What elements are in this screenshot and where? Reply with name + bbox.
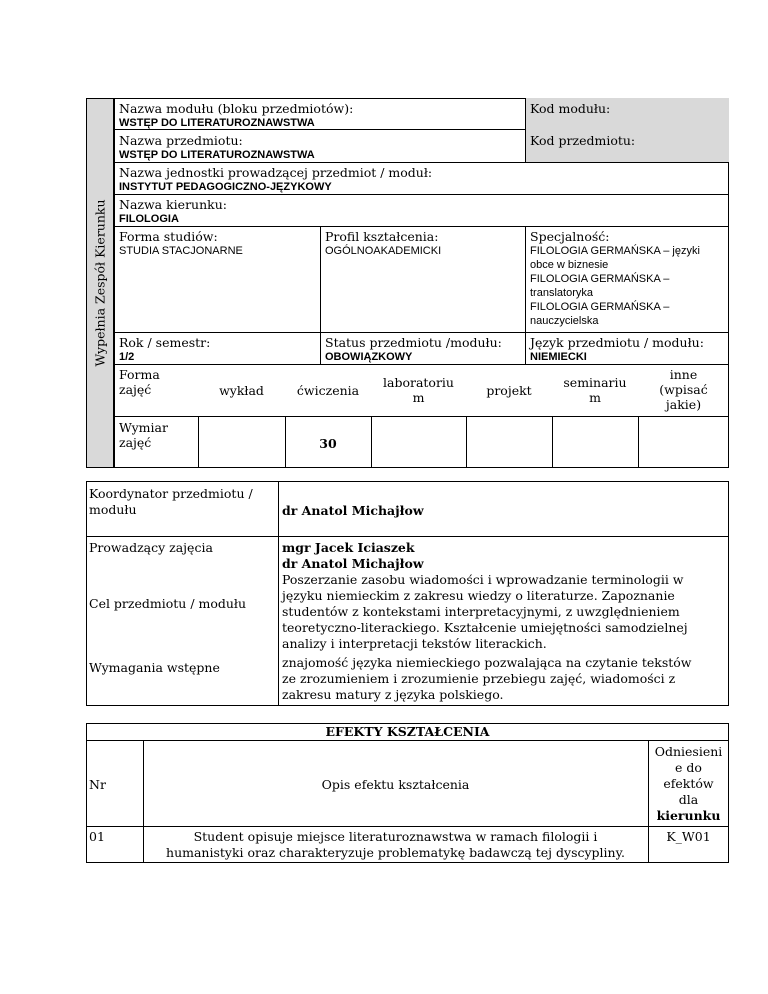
studies-label: Forma studiów:	[119, 229, 218, 244]
status-label: Status przedmiotu /modułu:	[325, 335, 502, 350]
studies-value: STUDIA STACJONARNE	[119, 245, 243, 257]
unit-value: INSTYTUT PEDAGOGICZNO-JĘZYKOWY	[119, 181, 332, 193]
specialty-line: FILOLOGIA GERMAŃSKA – języki	[530, 245, 700, 257]
divider	[638, 417, 639, 468]
form-laboratory: laboratoriu m	[383, 375, 454, 405]
side-label: Wypełnia Zespół Kierunku	[92, 199, 108, 367]
module-value: WSTĘP DO LITERATUROZNAWSTWA	[119, 117, 315, 129]
module-label: Nazwa modułu (bloku przedmiotów):	[119, 101, 354, 116]
specialty-line: translatoryka	[530, 287, 593, 299]
col-ref	[648, 744, 729, 824]
unit-label: Nazwa jednostki prowadzącej przedmiot / moduł:	[119, 165, 433, 180]
teacher-value: mgr Jacek Iciaszek dr Anatol Michajłow	[282, 540, 424, 571]
effect-nr: 01	[89, 829, 105, 844]
teacher-label: Prowadzący zajęcia	[89, 540, 213, 555]
year-value: 1/2	[119, 351, 135, 363]
field-label: Nazwa kierunku:	[119, 197, 227, 212]
specialty-line: FILOLOGIA GERMAŃSKA –	[530, 273, 670, 285]
col-ref-line: Odniesieni	[654, 744, 723, 759]
hours-label	[119, 420, 168, 450]
coordinator-value: dr Anatol Michajłow	[282, 503, 424, 518]
specialty-line: obce w biznesie	[530, 259, 609, 271]
effect-desc: Student opisuje miejsce literaturoznawstwa w ramach filologii i humanistyki oraz charakteryzuje problematykę badawczą tej dyscypliny.	[166, 829, 625, 860]
specialty-line: FILOLOGIA GERMAŃSKA –	[530, 301, 670, 313]
status-value: OBOWIĄZKOWY	[325, 351, 413, 363]
form-other: inne (wpisać jakie)	[659, 367, 708, 412]
effects-title: EFEKTY KSZTAŁCENIA	[325, 724, 490, 739]
module-code-label: Kod modułu:	[530, 101, 611, 116]
profile-label: Profil kształcenia:	[325, 229, 439, 244]
hours-exercises: 30	[319, 436, 337, 451]
col-nr: Nr	[89, 777, 106, 792]
forms-label-line: zajęć	[119, 382, 152, 397]
year-label: Rok / semestr:	[119, 335, 211, 350]
subject-code-label: Kod przedmiotu:	[530, 133, 636, 148]
divider	[552, 417, 553, 468]
field-value: FILOLOGIA	[119, 213, 179, 225]
divider	[198, 417, 199, 468]
goal-label: Cel przedmiotu / modułu	[89, 596, 247, 611]
col-ref-line: efektów	[663, 776, 714, 791]
coordinator-label: Koordynator przedmiotu / modułu	[89, 486, 253, 517]
hours-label-line: zajęć	[119, 435, 152, 450]
col-ref-line: e do	[675, 760, 702, 775]
col-ref-bold: kierunku	[656, 808, 721, 823]
divider	[371, 417, 372, 468]
effect-ref: K_W01	[666, 829, 711, 844]
requirements-value: znajomość języka niemieckiego pozwalająca na czytanie tekstów ze zrozumieniem i zrozumienie przebiegu zajęć, wiadomości z zakresu matury z języka polskiego.	[282, 655, 692, 702]
forms-label	[119, 367, 160, 397]
divider	[466, 417, 467, 468]
specialty-list	[530, 244, 726, 328]
specialty-label: Specjalność:	[530, 229, 610, 244]
language-label: Język przedmiotu / modułu:	[530, 335, 704, 350]
subject-value: WSTĘP DO LITERATUROZNAWSTWA	[119, 149, 315, 161]
col-ref-line: dla	[678, 792, 699, 807]
col-desc: Opis efektu kształcenia	[321, 777, 470, 792]
goal-value: Poszerzanie zasobu wiadomości i wprowadzanie terminologii w języku niemieckim z zakresu wiedzy o literaturze. Zapoznanie studentów z kontekstami interpretacyjnymi, z uwzględnieniem teoretyczno-literackiego. Kształcenie umiejętności samodzielnej analizy i interpretacji tekstów literackich.	[282, 572, 688, 651]
form-lecture: wykład	[219, 383, 264, 398]
subject-label: Nazwa przedmiotu:	[119, 133, 243, 148]
requirements-label: Wymagania wstępne	[89, 660, 220, 675]
specialty-line: nauczycielska	[530, 315, 599, 327]
profile-value: OGÓLNOAKADEMICKI	[325, 245, 442, 257]
form-seminar: seminariu m	[563, 375, 627, 405]
form-exercises: ćwiczenia	[296, 383, 360, 398]
form-project: projekt	[486, 383, 532, 398]
language-value: NIEMIECKI	[530, 351, 587, 363]
side-label-box	[86, 98, 114, 468]
forms-label-line: Forma	[119, 367, 160, 382]
hours-label-line: Wymiar	[119, 420, 168, 435]
